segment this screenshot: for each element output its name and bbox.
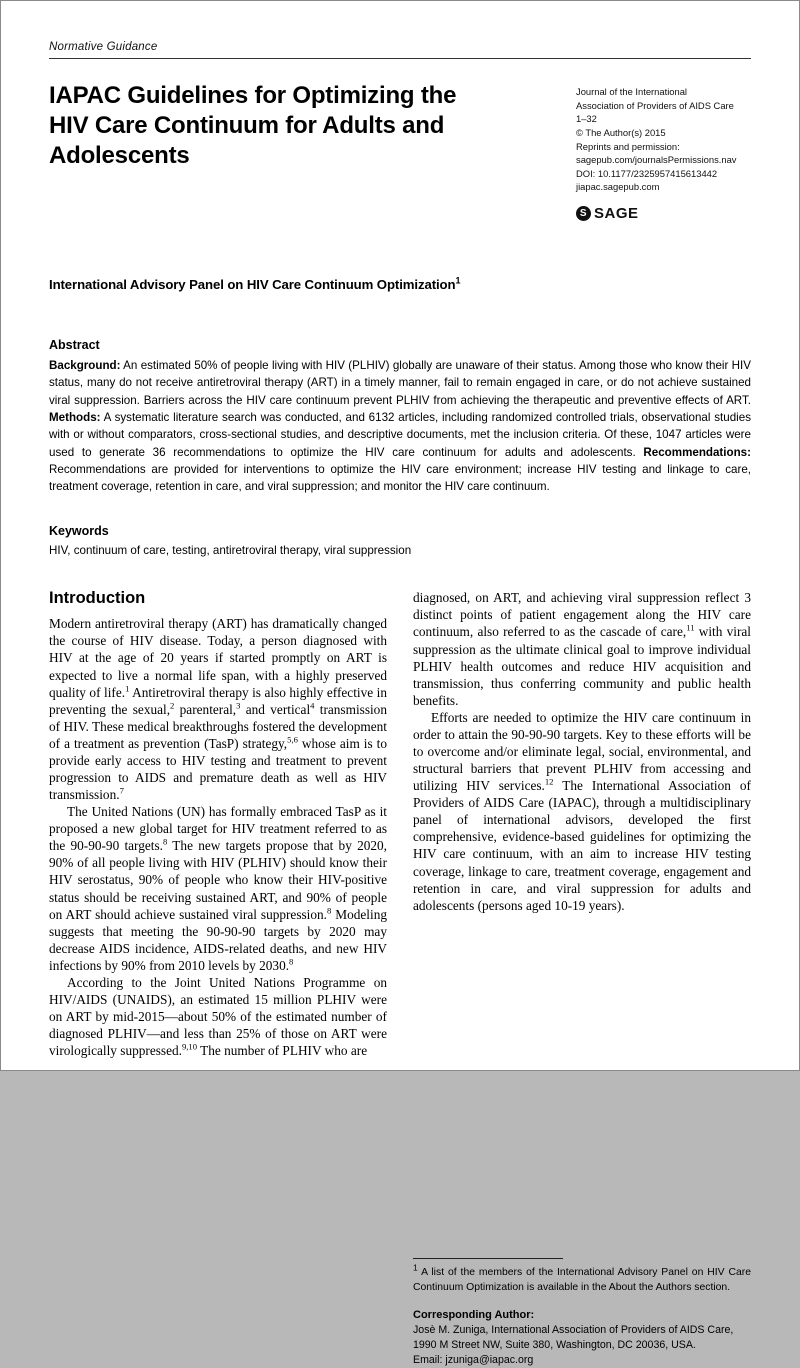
author-affiliation-marker: 1: [455, 275, 461, 286]
journal-url[interactable]: jiapac.sagepub.com: [576, 181, 660, 193]
abstract-text-background: An estimated 50% of people living with HIV (PLHIV) globally are unaware of their status. Among those who know their HIV status, many do not receive antiretroviral therapy (ART) in a timely manner, fail to remain engaged in care, or do not achieve sustained viral suppression. Barriers across the HIV care continuum prevent PLHIV from achieving the therapeutic and preventive effects of ART.: [49, 358, 751, 407]
abstract-text-recommendations: Recommendations are provided for interventions to optimize the HIV care environment; increase HIV testing and linkage to care, treatment coverage, retention in care, and viral suppression; and monitor the HIV care continuum.: [49, 463, 751, 494]
column-left: [49, 589, 387, 1368]
abstract-label-recommendations: Recommendations:: [643, 445, 751, 459]
footnote-divider: [413, 1258, 563, 1259]
title-block: [49, 81, 751, 225]
sage-mark-icon: S: [576, 206, 591, 221]
abstract-label-background: Background:: [49, 358, 121, 372]
paragraph: Efforts are needed to optimize the HIV care continuum in order to attain the 90-90-90 targets. Key to these efforts will be to overcome and/or eliminate legal, social, environmental, and structural barriers that prevent PLHIV from accessing and utilizing HIV services.$^{12}$ The International Association of Providers of AIDS Care (IAPAC), through a multidisciplinary panel of international advisors, developed the first comprehensive, evidence-based guidelines for optimizing the HIV care continuum, with an aim to increase HIV testing coverage, linkage to care, treatment coverage, engagement and retention in care, and viral suppression for adults and adolescents (persons aged 10-19 years).: [413, 709, 751, 913]
copyright: © The Author(s) 2015: [576, 126, 666, 138]
corresponding-author-email[interactable]: Email: jzuniga@iapac.org: [413, 1354, 534, 1367]
corresponding-author-address: Josè M. Zuniga, International Association of Providers of AIDS Care, 1990 M Street NW, Suite 380, Washington, DC 20036, USA.: [413, 1324, 734, 1352]
paragraph: According to the Joint United Nations Programme on HIV/AIDS (UNAIDS), an estimated 15 million PLHIV were on ART by mid-2015—about 50% of the estimated number of diagnosed PLHIV—and less than 25% of those on ART were virologically suppressed.$^{9,10}$ The number of PLHIV who are: [49, 974, 387, 1059]
journal-pages: 1–32: [576, 113, 597, 125]
paragraph: diagnosed, on ART, and achieving viral suppression reflect 3 distinct points of patient engagement along the HIV care continuum, also referred to as the cascade of care,$^{11}$ with viral suppression as the ultimate clinical goal to improve individual PLHIV health outcomes and reduce HIV acquisition and transmission, thus conferring community and public health benefits.: [413, 590, 752, 708]
footnote-text: A list of the members of the International Advisory Panel on HIV Care Continuum Optimization is available in the About the Authors section.: [413, 1266, 751, 1293]
abstract-heading: Abstract: [49, 337, 100, 352]
keywords-heading: Keywords: [49, 523, 109, 538]
column-right: [413, 589, 751, 1368]
abstract-body: [49, 357, 751, 496]
introduction-text-right: [413, 589, 751, 913]
author-name: International Advisory Panel on HIV Care Continuum Optimization: [49, 276, 456, 292]
corresponding-author-heading: Corresponding Author:: [413, 1309, 535, 1322]
journal-name-line2: Association of Providers of AIDS Care: [576, 99, 734, 111]
introduction-text-left: [49, 615, 387, 1059]
keywords-list: HIV, continuum of care, testing, antiretroviral therapy, viral suppression: [49, 543, 412, 557]
doi[interactable]: DOI: 10.1177/2325957415613442: [576, 167, 718, 179]
author-line: [49, 277, 751, 292]
paragraph: The United Nations (UN) has formally embraced TasP as it proposed a new global target for HIV treatment referred to as the 90-90-90 targets.$^8$ The new targets propose that by 2020, 90% of all people living with HIV (PLHIV) should know their HIV serostatus, 90% of people who know their HIV-positive status should be receiving sustained ART, and 90% of people on ART should achieve sustained viral suppression.$^8$ Modeling suggests that meeting the 90-90-90 targets by 2020 may decrease AIDS incidence, AIDS-related deaths, and new HIV infections by 90% from 2010 levels by 2030.$^8$: [49, 804, 387, 973]
footnote-marker: 1: [413, 1262, 418, 1273]
sage-logo: [576, 203, 639, 225]
column-spacer: [413, 914, 751, 1244]
sage-wordmark: SAGE: [594, 205, 639, 222]
journal-name-line1: Journal of the International: [576, 86, 688, 97]
reprints-url[interactable]: sagepub.com/journalsPermissions.nav: [576, 154, 737, 166]
abstract-label-methods: Methods:: [49, 410, 101, 424]
body-columns: [49, 589, 751, 1368]
abstract-text-methods: A systematic literature search was conducted, and 6132 articles, including randomized controlled trials, observational studies with or without comparators, cross-sectional studies, and descriptive documents, met the inclusion criteria. Of these, 1047 articles were used to generate 36 recommendations to optimize the HIV care continuum for adults and adolescents.: [49, 410, 751, 459]
introduction-heading: Introduction: [49, 589, 146, 608]
footnote: [413, 1262, 751, 1296]
reprints-label: Reprints and permission:: [576, 140, 680, 152]
paragraph: Modern antiretroviral therapy (ART) has dramatically changed the course of HIV disease. Today, a person diagnosed with HIV at the age of 20 years if started promptly on ART is expected to live a normal life span, with a highly preserved quality of life.$^1$ Antiretroviral therapy is also highly effective in preventing the sexual,$^2$ parenteral,$^3$ and vertical$^4$ transmission of HIV. These medical breakthroughs fostered the development of a treatment as prevention (TasP) strategy,$^{5,6}$ whose aim is to provide early access to HIV testing and treatment to prevent progression to AIDS and premature death as well as HIV transmission.$^7$: [49, 616, 387, 803]
journal-info: [576, 81, 751, 225]
page-title: IAPAC Guidelines for Optimizing the HIV Care Continuum for Adults and Adolescents: [49, 82, 457, 170]
running-head: Normative Guidance: [49, 41, 751, 59]
